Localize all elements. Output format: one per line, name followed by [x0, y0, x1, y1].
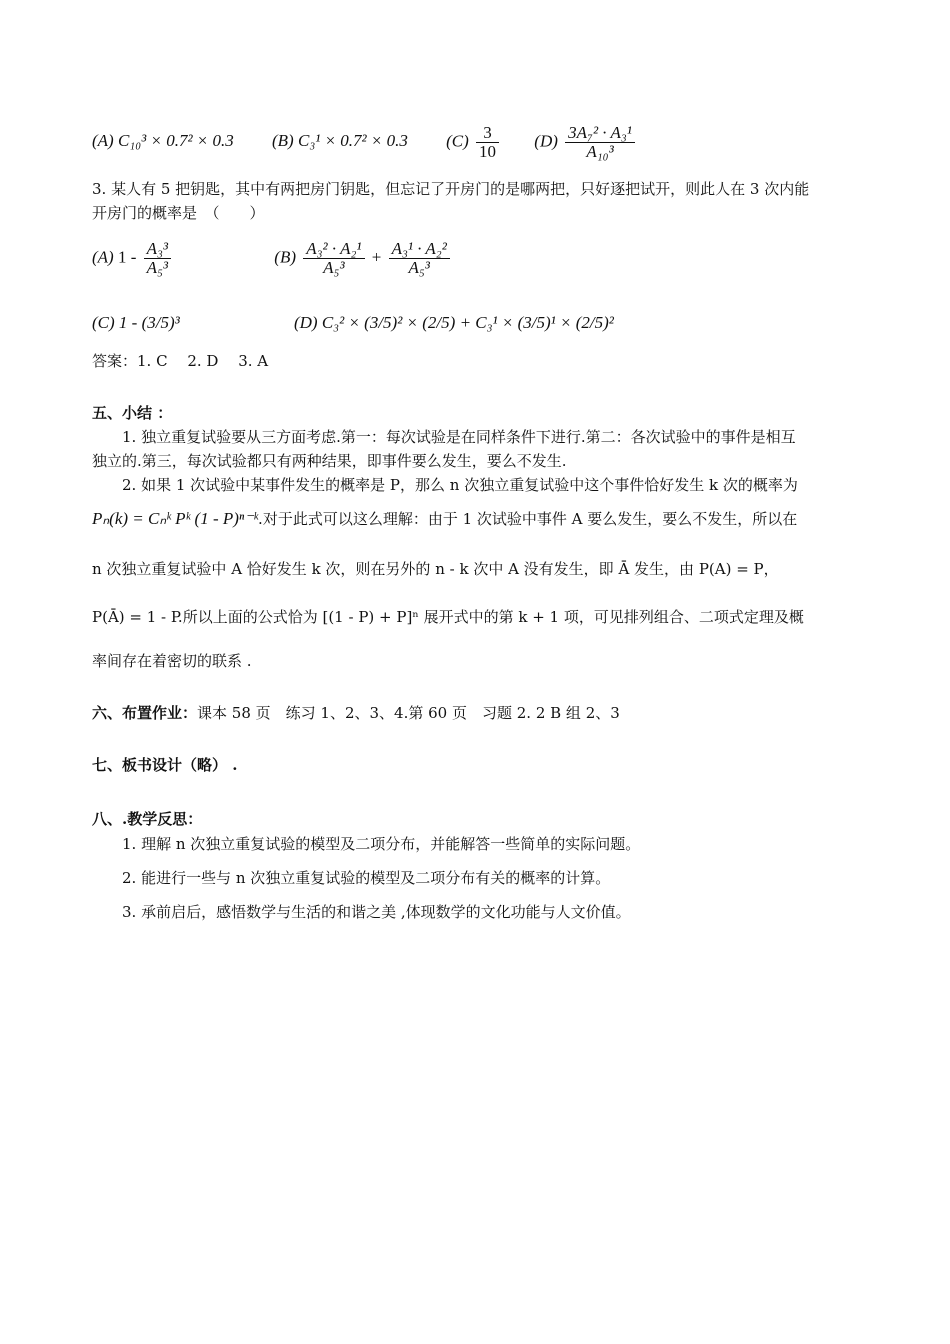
q2-option-d: (D) $\frac{\text{3A₇² · A₃¹}}{\text{A₁₀³}}$ — [534, 124, 638, 161]
board-heading: 七、板书设计（略） . — [92, 756, 238, 774]
summary-heading: 五、小结 ： — [92, 404, 173, 422]
reflection-item-2: 2. 能进行一些与 n 次独立重复试验的模型及二项分布有关的概率的计算。 — [122, 869, 611, 887]
reflection-item-1: 1. 理解 n 次独立重复试验的模型及二项分布，并能解答一些简单的实际问题。 — [122, 835, 641, 853]
homework — [92, 702, 620, 724]
summary-p2-line2-text: .对于此式可以这么理解：由于 1 次试验中事件 A 要么发生，要么不发生，所以在 — [258, 510, 798, 528]
homework-heading: 六、布置作业： — [92, 704, 198, 722]
q2-option-d-fraction: $\frac{\text{3A₇² · A₃¹}}{\text{A₁₀³}}$ — [565, 124, 635, 161]
summary-p2-line3: n 次独立重复试验中 A 恰好发生 k 次，则在另外的 n - k 次中 A 没有发生，即 Ā 发生，由 P(A) = P， — [92, 560, 779, 578]
q3-option-b: (B) $\frac{\text{A₃² · A₂¹}}{\text{A₅³}}$ + $\frac{\text{A₃¹ · A₂²}}{\text{A₅³}}$ — [274, 240, 453, 277]
summary-p2-line2 — [92, 508, 797, 530]
q3-option-d: (D) C₃² × (3/5)² × (2/5) + C₃¹ × (3/5)¹ × (2/5)² — [293, 313, 614, 332]
binomial-formula: Pₙ(k) = Cₙᵏ Pᵏ (1 - P)ⁿ⁻ᵏ — [92, 509, 259, 528]
q3-option-c: (C) 1 - (3/5)³ — [92, 313, 180, 332]
q2-option-b: (B) C₃¹ × 0.7² × 0.3 — [272, 131, 408, 151]
summary-p1-line2: 独立的.第三，每次试验都只有两种结果，即事件要么发生，要么不发生. — [92, 452, 567, 470]
q2-option-a: (A) C₁₀³ × 0.7² × 0.3 — [92, 131, 234, 151]
q3-option-b-fraction1: $\frac{\text{A₃² · A₂¹}}{\text{A₅³}}$ — [303, 240, 364, 277]
answers: 答案：1. C 2. D 3. A — [92, 352, 269, 370]
q2-options-row — [92, 124, 638, 161]
reflection-heading: 八、.教学反思： — [92, 810, 203, 828]
summary-p2-line5: 率间存在着密切的联系 . — [92, 652, 252, 670]
q3-text-line2: 开房门的概率是 （ ） — [92, 204, 265, 222]
q3-options-row2 — [92, 312, 614, 334]
q3-option-a: (A) 1 - $\frac{\text{A₃³}}{\text{A₅³}}$ — [92, 240, 174, 277]
summary-p2-line4: P(Ā) = 1 - P.所以上面的公式恰为 [(1 - P) + P]ⁿ 展开式中的第 k + 1 项，可见排列组合、二项式定理及概 — [92, 608, 804, 626]
q3-text-line1: 3. 某人有 5 把钥匙，其中有两把房门钥匙，但忘记了开房门的是哪两把，只好逐把试开，则此人在 3 次内能 — [92, 180, 810, 198]
q3-options-row1 — [92, 240, 453, 277]
q3-option-a-fraction: $\frac{\text{A₃³}}{\text{A₅³}}$ — [144, 240, 171, 277]
q3-option-b-fraction2: $\frac{\text{A₃¹ · A₂²}}{\text{A₅³}}$ — [389, 240, 450, 277]
homework-text: 课本 58 页 练习 1、2、3、4.第 60 页 习题 2. 2 B 组 2、3 — [197, 704, 620, 722]
q2-option-c: (C) $\frac{3}{10}$ — [446, 124, 502, 161]
reflection-item-3: 3. 承前启后，感悟数学与生活的和谐之美 ,体现数学的文化功能与人文价值。 — [122, 903, 631, 921]
q2-option-c-fraction: $\frac{3}{10}$ — [476, 124, 499, 161]
summary-p2-line1: 2. 如果 1 次试验中某事件发生的概率是 P，那么 n 次独立重复试验中这个事件恰好发生 k 次的概率为 — [122, 476, 798, 494]
summary-p1-line1: 1. 独立重复试验要从三方面考虑.第一：每次试验是在同样条件下进行.第二：各次试验中的事件是相互 — [122, 428, 796, 446]
